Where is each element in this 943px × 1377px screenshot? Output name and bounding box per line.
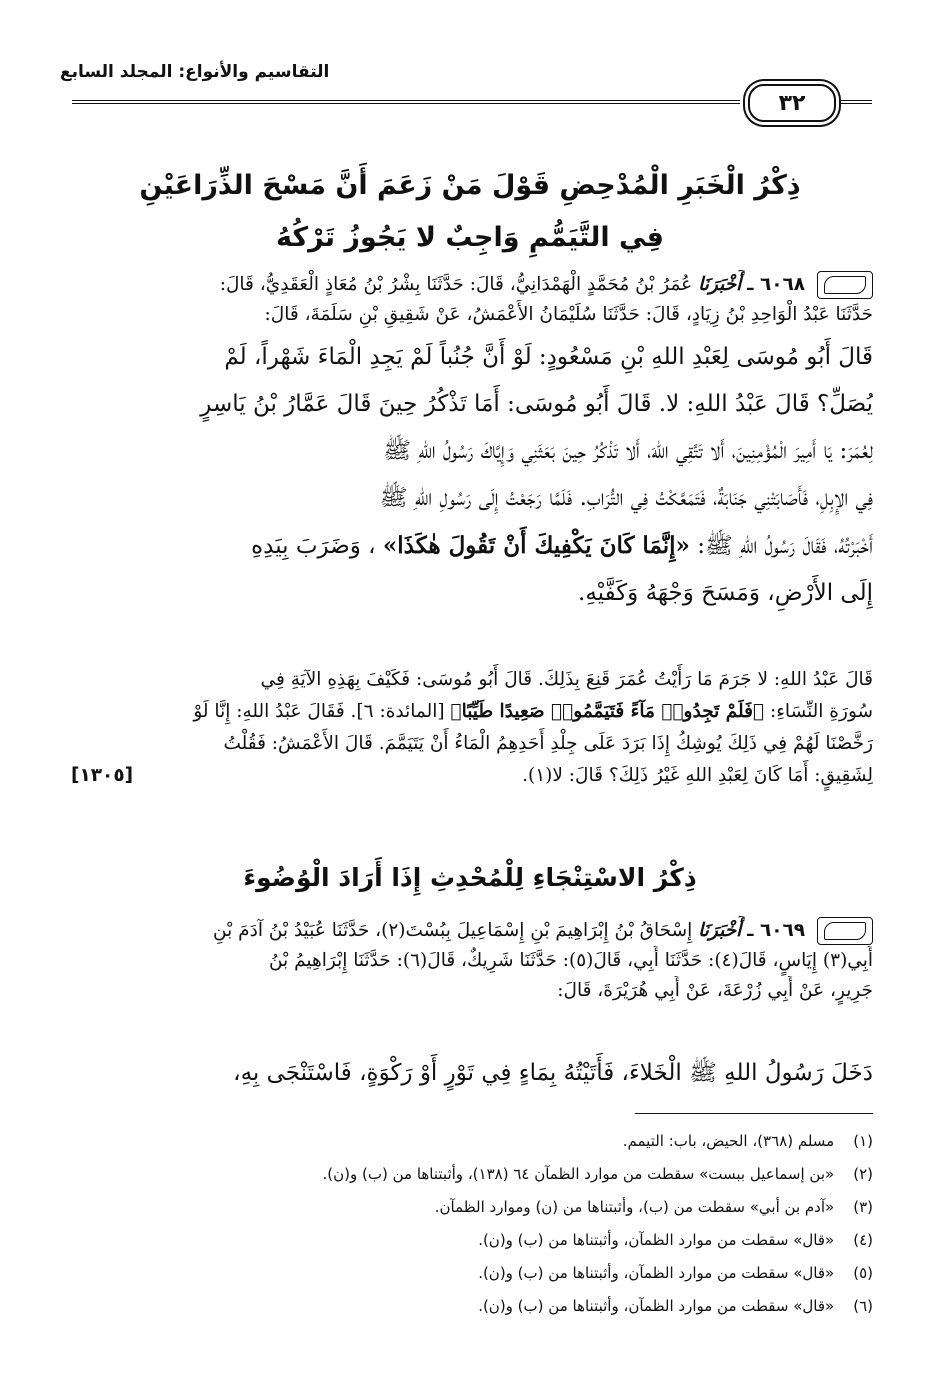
footnote xyxy=(71,1290,873,1323)
footnote xyxy=(71,1125,873,1158)
footnotes xyxy=(71,1125,873,1323)
footnote xyxy=(71,1158,873,1191)
footnote xyxy=(71,1224,873,1257)
matn-line xyxy=(71,522,873,570)
comment-text: [المائدة: ٦]. فَقَالَ عَبْدُ اللهِ: إِنَّا لَوْ xyxy=(193,701,445,722)
hadith-6069-matn xyxy=(71,1050,873,1097)
footnote-text: «قال» سقطت من موارد الظمآن، وأثبتناها من (ب) و(ن). xyxy=(478,1231,835,1249)
footnote-text: «قال» سقطت من موارد الظمآن، وأثبتناها من (ب) و(ن). xyxy=(478,1297,835,1315)
hadith-ornament-icon xyxy=(817,917,873,945)
page-number: ٣٢ xyxy=(778,90,806,116)
footnote-number: (٣) xyxy=(853,1198,873,1216)
footnote-number: (١) xyxy=(853,1132,873,1150)
hadith-number: ٦٠٦٩ ـ xyxy=(747,920,806,941)
footnote-number: (٦) xyxy=(853,1297,873,1315)
heading-line: ذِكْرُ الْخَبَرِ الْمُدْحِضِ قَوْلَ مَنْ زَعَمَ أَنَّ مَسْحَ الذِّرَاعَيْنِ xyxy=(139,170,801,201)
footnote xyxy=(71,1257,873,1290)
matn-line: لِعُمَرَ: يَا أَمِيرَ الْمُؤْمِنِينَ، أَلا تَتَّقِي اللهَ، أَلا تَذْكُرُ حِينَ بَعَثَنِي وَإِيَّاكَ رَسُولُ اللهِ ﷺ xyxy=(383,438,873,464)
hadith-ornament-icon xyxy=(817,271,873,299)
prophet-quote: «إِنَّمَا كَانَ يَكْفِيكَ أَنْ تَقُولَ هٰكَذَا» xyxy=(382,532,690,559)
chapter-heading-2: ذِكْرُ الاسْتِنْجَاءِ لِلْمُحْدِثِ إِذَا أَرَادَ الْوُضُوءَ xyxy=(243,863,697,892)
footnote-number: (٥) xyxy=(853,1264,873,1282)
footnote-rule xyxy=(635,1113,873,1114)
comment-text: سُورَةِ النِّسَاءِ: xyxy=(770,701,873,722)
matn-text: ، وَضَرَبَ بِيَدِهِ xyxy=(251,533,376,559)
matn-line: دَخَلَ رَسُولُ اللهِ ﷺ الْخَلاءَ، فَأَتَيْتُهُ بِمَاءٍ فِي تَوْرٍ أَوْ رَكْوَةٍ، فَاسْتَنْجَى بِهِ، xyxy=(233,1060,873,1086)
isnad-line xyxy=(71,270,873,300)
hadith-6069-isnad xyxy=(71,916,873,1006)
isnad-line xyxy=(71,916,873,946)
footnote xyxy=(71,1191,873,1224)
isnad-text: عُمَرُ بْنُ مُحَمَّدٍ الْهَمْدَانِيُّ، قَالَ: حَدَّثَنَا بِشْرُ بْنُ مُعَاذٍ الْعَقَدِيُّ، قَالَ: xyxy=(219,274,693,295)
footnote-text: «آدم بن أبي» سقطت من (ب)، وأثبتناها من (ن) وموارد الظمآن. xyxy=(434,1198,835,1216)
quran-verse: ﴿فَلَمْ تَجِدُوا۟ مَآءً فَتَيَمَّمُوا۟ صَعِيدًا طَيِّبًا﴾ xyxy=(450,701,765,722)
matn-line: إِلَى الأَرْضِ، وَمَسَحَ وَجْهَهُ وَكَفَّيْهِ. xyxy=(578,580,873,606)
heading-line: فِي التَّيَمُّمِ وَاجِبٌ لا يَجُوزُ تَرْكُهُ xyxy=(276,222,664,253)
matn-line: قَالَ أَبُو مُوسَى لِعَبْدِ اللهِ بْنِ مَسْعُودٍ: لَوْ أَنَّ جُنُباً لَمْ يَجِدِ الْمَاءَ شَهْراً، لَمْ xyxy=(224,344,873,370)
akhbarana-word: أَخْبَرَنَا xyxy=(698,274,742,295)
matn-line: يُصَلِّ؟ قَالَ عَبْدُ اللهِ: لا. قَالَ أَبُو مُوسَى: أَمَا تَذْكُرُ حِينَ قَالَ عَمَّارُ بْنُ يَاسِرٍ xyxy=(200,391,873,417)
hadith-6068-matn xyxy=(71,334,873,617)
page-number-frame xyxy=(748,84,836,122)
comment-line: قَالَ عَبْدُ اللهِ: لا جَرَمَ مَا رَأَيْتُ عُمَرَ قَنِعَ بِذَلِكَ. قَالَ أَبُو مُوسَى: فَكَيْفَ بِهَذِهِ الآيَةِ فِي xyxy=(260,669,873,690)
footnote-number: (٢) xyxy=(853,1165,873,1183)
isnad-line: أَبِي(٣) إِيَاسٍ، قَالَ(٤): حَدَّثَنَا أَبِي، قَالَ(٥): حَدَّثَنَا شَرِيكٌ، قَالَ(٦): حَدَّثَنَا إِبْرَاهِيمُ بْنُ xyxy=(268,950,873,971)
akhbarana-word: أَخْبَرَنَا xyxy=(698,920,742,941)
isnad-text: إِسْحَاقُ بْنُ إِبْرَاهِيمَ بْنِ إِسْمَاعِيلَ بِبُسْتَ(٢)، حَدَّثَنَا عُبَيْدُ بْنُ آدَمَ بْنِ xyxy=(213,920,693,941)
header-rule-right xyxy=(840,100,872,104)
chapter-heading-1 xyxy=(70,160,870,264)
isnad-line: جَرِيرٍ، عَنْ أَبِي زُرْعَةَ، عَنْ أَبِي هُرَيْرَةَ، قَالَ: xyxy=(557,980,873,1001)
matn-line: فِي الإِبِلِ، فَأَصَابَتْنِي جَنَابَةٌ، فَتَمَعَّكْتُ فِي التُّرَابِ. فَلَمَّا رَجَعْتُ إِلَى رَسُولِ اللهِ ﷺ xyxy=(379,485,873,511)
comment-line xyxy=(71,696,873,728)
running-title: التقاسيم والأنواع: المجلد السابع xyxy=(60,62,330,82)
comment-line xyxy=(71,760,873,792)
hadith-number: ٦٠٦٨ ـ xyxy=(747,274,806,295)
cross-reference-number: [١٣٠٥] xyxy=(71,765,134,786)
footnote-text: «قال» سقطت من موارد الظمآن، وأثبتناها من (ب) و(ن). xyxy=(478,1264,835,1282)
matn-text: أَخْبَرْتُهُ، فَقَالَ رَسُولُ اللهِ ﷺ: xyxy=(697,533,873,559)
comment-line: رَخَّصْنَا لَهُمْ فِي ذَلِكَ يُوشِكُ إِذَا بَرَدَ عَلَى جِلْدِ أَحَدِهِمُ الْمَاءُ أَنْ يَتَيَمَّمَ. قَالَ الأَعْمَشُ: فَقُلْتُ xyxy=(223,733,873,754)
hadith-6068-commentary xyxy=(71,664,873,792)
header-rule-left xyxy=(72,100,740,104)
footnote-number: (٤) xyxy=(853,1231,873,1249)
comment-text: لِشَقِيقٍ: أَمَا كَانَ لِعَبْدِ اللهِ غَيْرُ ذَلِكَ؟ قَالَ: لا(١). xyxy=(522,765,873,786)
footnote-text: مسلم (٣٦٨)، الحيض، باب: التيمم. xyxy=(622,1132,835,1150)
isnad-line: حَدَّثَنَا عَبْدُ الْوَاحِدِ بْنُ زِيَادٍ، قَالَ: حَدَّثَنَا سُلَيْمَانُ الأَعْمَشُ، عَنْ شَقِيقِ بْنِ سَلَمَةَ، قَالَ: xyxy=(264,304,873,325)
hadith-6068-isnad xyxy=(71,270,873,330)
footnote-text: «بن إسماعيل ببست» سقطت من موارد الظمآن ٦٤ (١٣٨)، وأثبتناها من (ب) و(ن). xyxy=(322,1165,835,1183)
